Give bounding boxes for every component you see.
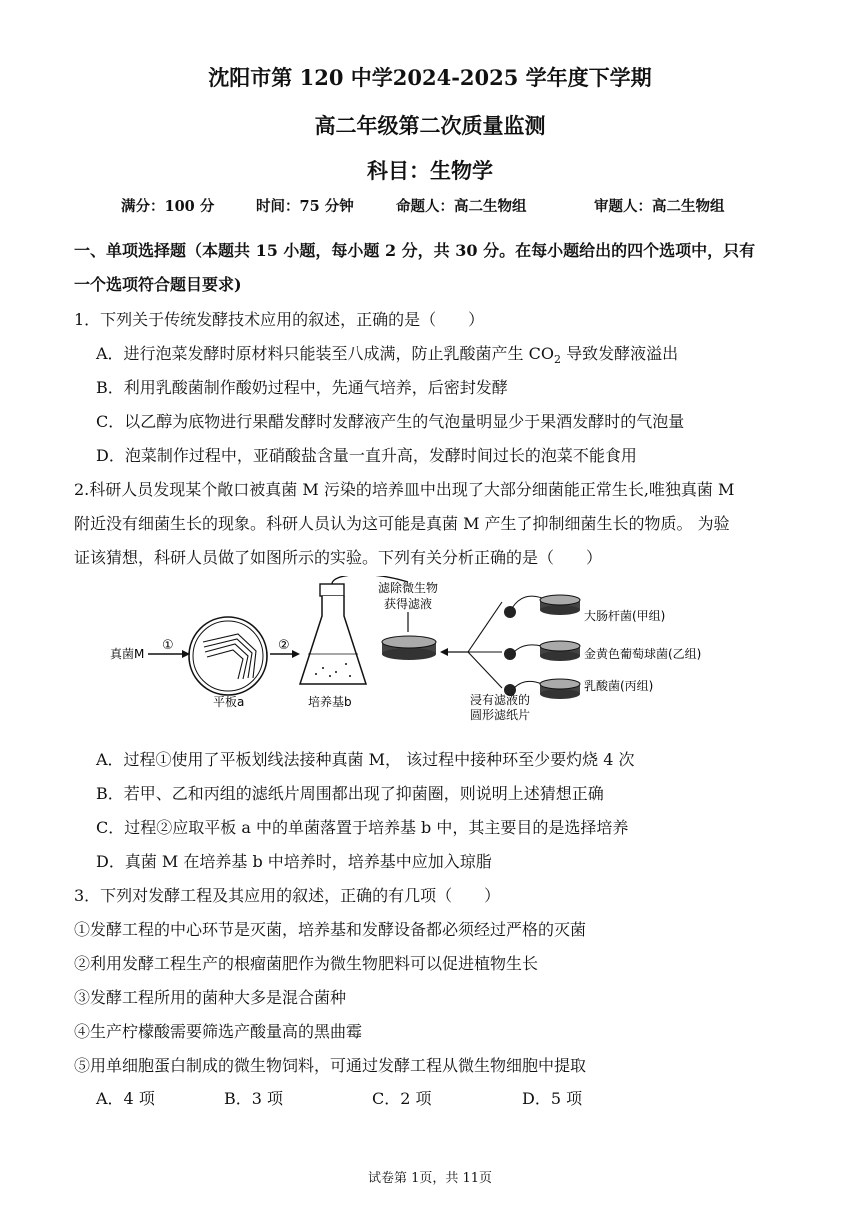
q1-option-d: D．泡菜制作过程中，亚硝酸盐含量一直升高，发酵时间过长的泡菜不能食用 (96, 446, 637, 465)
q3-statement-3: ③发酵工程所用的菌种大多是混合菌种 (74, 988, 347, 1007)
q1-option-c: C．以乙醇为底物进行果醋发酵时发酵液产生的气泡量明显少于果酒发酵时的气泡量 (96, 412, 685, 431)
page-footer: 试卷第 1页，共 11页 (367, 1171, 493, 1186)
q1-option-a-sub: 2 (554, 353, 562, 367)
filtrate-dish-icon (382, 636, 436, 660)
q3-option-c: C．2 项 (372, 1089, 432, 1108)
section-heading-line1: 一、单项选择题（本题共 15 小题，每小题 2 分，共 30 分。在每小题给出的四个选项中，只有 (74, 241, 756, 260)
q1-option-a-text: A．进行泡菜发酵时原材料只能装至八成满，防止乳酸菌产生 CO (96, 344, 555, 363)
arrowhead-step2 (292, 650, 300, 658)
exam-subtitle: 高二年级第二次质量监测 (314, 113, 546, 138)
q1-option-b: B．利用乳酸菌制作酸奶过程中，先通气培养，后密封发酵 (96, 378, 508, 397)
filter-disc-icons (504, 596, 542, 696)
group-a-label: 大肠杆菌(甲组) (584, 609, 666, 623)
question-reviewer: 审题人：高二生物组 (594, 198, 725, 215)
plate-a-label: 平板a (213, 695, 245, 709)
plate-group-a-icon (540, 595, 580, 615)
exam-title: 沈阳市第 120 中学2024-2025 学年度下学期 (208, 65, 652, 90)
medium-b-label: 培养基b (308, 695, 352, 709)
step2-label: ② (278, 638, 290, 653)
q3-statement-5: ⑤用单细胞蛋白制成的微生物饲料，可通过发酵工程从微生物细胞中提取 (74, 1056, 587, 1075)
q1-option-a (96, 341, 678, 366)
fungus-label: 真菌M (110, 647, 145, 661)
q2-stem-line3: 证该猜想，科研人员做了如图所示的实验。下列有关分析正确的是（ ） (74, 548, 603, 567)
plate-group-c-icon (540, 679, 580, 699)
plate-group-b-icon (540, 641, 580, 661)
exam-time: 时间：75 分钟 (256, 198, 354, 215)
subject-title: 科目：生物学 (367, 158, 493, 183)
q2-option-a: A．过程①使用了平板划线法接种真菌 M， 该过程中接种环至少要灼烧 4 次 (96, 750, 635, 769)
group-b-label: 金黄色葡萄球菌(乙组) (584, 647, 702, 661)
q2-option-b: B．若甲、乙和丙组的滤纸片周围都出现了抑菌圈，则说明上述猜想正确 (96, 784, 604, 803)
question-author: 命题人：高二生物组 (396, 198, 527, 215)
q2-stem-line1: 2.科研人员发现某个敞口被真菌 M 污染的培养皿中出现了大部分细菌能正常生长,唯独真菌 M (74, 480, 735, 499)
q3-stem: 3．下列对发酵工程及其应用的叙述，正确的有几项（ ） (74, 886, 501, 905)
q3-option-a: A．4 项 (96, 1089, 155, 1108)
full-score: 满分：100 分 (121, 198, 215, 215)
q2-option-d: D．真菌 M 在培养基 b 中培养时，培养基中应加入琼脂 (96, 852, 492, 871)
section-heading-line2: 一个选项符合题目要求) (74, 275, 242, 294)
q1-option-a-tail: 导致发酵液溢出 (561, 344, 679, 363)
q2-option-c: C．过程②应取平板 a 中的单菌落置于培养基 b 中，其主要目的是选择培养 (96, 818, 629, 837)
plate-a-icon (189, 617, 267, 695)
q2-stem-line2: 附近没有细菌生长的现象。科研人员认为这可能是真菌 M 产生了抑制细菌生长的物质。 为验 (74, 514, 730, 533)
disc-label-line2: 圆形滤纸片 (470, 708, 531, 722)
group-c-label: 乳酸菌(丙组) (584, 679, 654, 693)
filter-label-line1: 滤除微生物 (378, 581, 439, 595)
step1-label: ① (162, 638, 174, 653)
q1-stem: 1．下列关于传统发酵技术应用的叙述，正确的是（ ） (74, 310, 485, 329)
q3-statement-4: ④生产柠檬酸需要筛选产酸量高的黑曲霉 (74, 1022, 363, 1041)
disc-label-line1: 浸有滤液的 (470, 693, 531, 707)
experiment-diagram (108, 576, 708, 736)
q3-statement-2: ②利用发酵工程生产的根瘤菌肥作为微生物肥料可以促进植物生长 (74, 954, 539, 973)
q3-statement-1: ①发酵工程的中心环节是灭菌，培养基和发酵设备都必须经过严格的灭菌 (74, 920, 587, 939)
q3-option-d: D．5 项 (522, 1089, 583, 1108)
filter-label-line2: 获得滤液 (384, 597, 433, 611)
q3-option-b: B．3 项 (224, 1089, 284, 1108)
